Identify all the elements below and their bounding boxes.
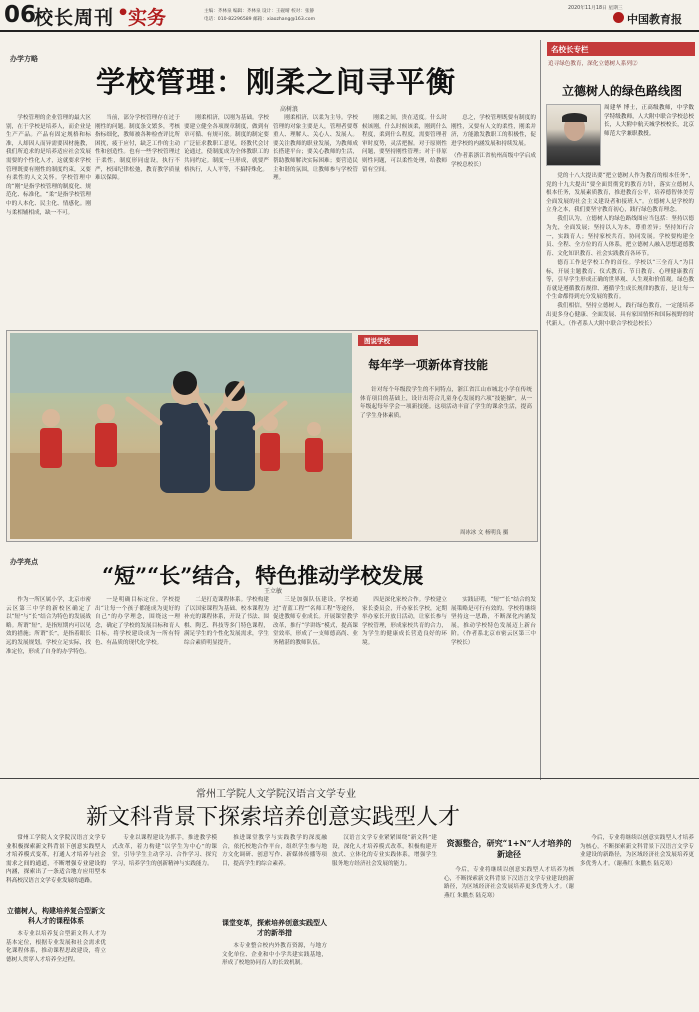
article-1-col-3: 刚柔相济，以刚为基础。学校要建立健全各项规章制度，做到有章可循、有规可依。制度的制定要广泛征求教职工意见，经教代会讨论通过，使制度成为全体教职工的共同约定。制度一旦形成，就要严格执行，人人平等，不搞特殊化。	[184, 115, 269, 173]
column-dot: •	[117, 2, 130, 24]
article-1-col-6: 总之，学校管理既要有制度的刚性，又要有人文的柔性，刚柔并济，方能激发教职工的积极性，促进学校的内涵发展和持续发展。 （作者系浙江省杭州高级中学启成学校总校长）	[451, 115, 536, 168]
masthead-rule	[0, 30, 699, 32]
article-3-kicker: 常州工学院人文学院汉语言文学专业	[196, 789, 356, 800]
article-1-byline: （作者系浙江省杭州高级中学启成学校总校长）	[451, 153, 536, 168]
article-2-author: 王立敏	[264, 588, 283, 595]
article-2-tag: 办学亮点	[10, 558, 38, 566]
sidebar-divider	[540, 40, 541, 780]
photo-caption-title: 每年学一项新体育技能	[368, 358, 489, 372]
sidebar-body: 党的十八大提出要“把立德树人作为教育的根本任务”，党的十九大提出“要全面贯彻党的教育方针，落实立德树人根本任务，发展素质教育，推进教育公平，培养德智体美劳全面发展的社会主义建设者和接班人”。立德树人是学校的立身之本，我们要坚守教育初心，践行绿色教育理念。 我们认为，立德树人的绿色路线图应当包括：坚持以德为先，全面发展；坚持以人为本，尊重差异；坚持知行合一，实践育人；坚持家校共育，协同发展。学校要构建全员、全程、全方位的育人体系，把立德树人融入思想道德教育、文化知识教育、社会实践教育各环节。 德育工作是学校工作的首位。学校以“三全育人”为目标，开展主题教育、仪式教育、节日教育、心理健康教育等，引导学生形成正确的世界观、人生观和价值观。绿色教育就是遵循教育规律、遵循学生成长规律的教育，是让每一个生命都得到充分发展的教育。 我们相信，坚持立德树人，践行绿色教育，一定能培养出更多身心健康、全面发展、具有家国情怀和国际视野的时代新人。（作者系人大附中联合学校总校长）	[546, 173, 694, 327]
article-2-col-6: 实践证明，“短”“长”结合的发展策略是可行有效的。学校将继续坚持这一思路，不断深化内涵发展，推动学校特色发展迈上新台阶。（作者系北京市密云区第三中学校长）	[451, 597, 536, 646]
article-3-lead: 常州工学院人文学院汉语言文学专业积极探索新文科背景下创意实践型人才培养模式变革，打通人才培养与社会需求之间的通道，不断增强专业建设的内涵，探索出了一条适合地方应用型本科高校汉语言文学专业发展的道路。	[6, 835, 106, 884]
article-3-body-2: 专业以课程建设为抓手，推进教学模式改革，着力构建“以学生为中心”的课堂，引导学生主动学习、合作学习、探究学习，培养学生的创新精神与实践能力。	[112, 835, 217, 867]
sidebar-bio: 周建华 博士，正高级教师，中学数学特级教师，人大附中联合学校总校长，人大附中航天城学校校长，北京师范大学兼职教授。	[604, 105, 694, 137]
article-1-author: 高树浪	[280, 106, 299, 113]
editor-line-2: 电话：010-82296589 邮箱：xiaozhang@163.com	[204, 17, 316, 22]
sidebar-label: 名校长专栏	[547, 42, 695, 56]
sidebar-series: 追寻绿色教育，深化立德树人系列②	[548, 61, 638, 67]
section-name: 校长周刊	[34, 7, 115, 29]
students-exercising-illustration	[10, 333, 352, 539]
article-3-body-5: 汉语言文学专业紧紧围绕“新文科”建设，深化人才培养模式改革，积极构建开放式、立体化的专业实践体系，增强学生服务地方经济社会发展的能力。	[332, 835, 437, 867]
article-2-col-2: 一是明确目标定位。学校提出“让每一个孩子都能成为更好的自己”的办学理念，围绕这一理念，确定了学校的发展目标和育人目标，将学校建设成为一所有特色、有品质的现代化学校。	[95, 597, 180, 646]
article-3-subhead-1: 立德树人，构建培养复合型新文科人才的课程体系	[7, 906, 105, 925]
article-3-title: 新文科背景下探索培养创意实践型人才	[86, 805, 461, 830]
school-photo	[10, 333, 352, 539]
photo-caption: 针对每个年级段学生的不同特点，浙江省江山市城北小学在传统体育项目的基础上，设计出符合儿童身心发展的六项“技能操”，从一年级起每年学会一项新技能。这项活动丰富了学生的课余生活，提高了学生身体素质。	[360, 387, 532, 419]
photo-credit: 周冰冰 文 杨明良 摄	[460, 530, 509, 536]
sidebar-title: 立德树人的绿色路线图	[562, 84, 683, 98]
article-1-tag: 办学方略	[10, 55, 38, 63]
article-1-col-5: 刚柔之间，贵在适度。什么时候该刚，什么时候该柔，刚到什么程度，柔到什么程度，需要管理者审时度势，灵活把握。对于原则性问题，要坚持刚性管理；对于非原则性问题，可以柔性处理，给教师留有空间。	[362, 115, 447, 173]
article-2-title: “短”“长”结合，特色推动学校发展	[102, 563, 424, 588]
masthead	[0, 0, 699, 30]
article-3-subhead-3: 资源整合，研究“1+N”人才培养的新途径	[446, 838, 572, 859]
article-1-title: 学校管理：刚柔之间寻平衡	[96, 65, 457, 99]
article-1-col-2: 当前，部分学校管理存在过于刚性的问题。制度条文繁多，考核指标细化，教师被各种检查评比所困扰，疲于应付，缺乏工作的主动性和创造性。也有一些学校管理过于柔性，制度形同虚设，执行不严，校园纪律松弛，教育教学质量难以保障。	[95, 115, 180, 182]
column-name: 实务	[128, 7, 167, 29]
article-3-subhead-2: 课堂变革，探索培养创意实践型人才的新举措	[222, 918, 327, 937]
article-2-col-5: 四是深化家校合作。学校建立家长委员会，开办家长学校，定期举办家长开放日活动，让家长参与学校管理，形成家校共育的合力，为学生的健康成长营造良好的环境。	[362, 597, 447, 646]
photo-tag: 图说学校	[358, 335, 418, 346]
article-1-col-4: 刚柔相济，以柔为主导。学校管理的对象主要是人，管理者要尊重人、理解人、关心人、发展人。要关注教师的职业发展，为教师成长搭建平台；要关心教师的生活，帮助教师解决实际困难；要营造民主和谐的氛围，让教师参与学校管理。	[273, 115, 358, 182]
article-3-body-1: 本专业以培养复合型新文科人才为基本定位，根据专业发展和社会需求优化课程体系，推动课程思政建设，将立德树人贯穿人才培养全过程。	[6, 931, 106, 963]
editor-line-1: 主编：齐林泉 编辑：齐林泉 设计：王砚晴 校对：张静	[204, 9, 315, 14]
issue-date: 2020年11月18日 星期三	[568, 6, 623, 11]
article-3-body-6: 今后，专业将继续以创意实践型人才培养为核心，不断探索新文科背景下汉语言文学专业建设的新路径，为区域经济社会发展培养更多优秀人才。（谢燕红 朱鹏杰 陆克寒）	[444, 867, 574, 899]
article-3-body-4: 本专业整合校内外教育资源，与地方文化单位、企业和中小学共建实践基地，形成了校地协同育人的长效机制。	[222, 943, 327, 967]
article-2-col-1: 作为一所区属小学，北京市密云区第三中学的新校区确定了以“短”与“长”结合为特色的发展战略。所谓“短”，是指短期内可以见效的措施；所谓“长”，是指着眼长远的发展规划。学校立足实际，找准定位，形成了自身的办学特色。	[6, 597, 91, 655]
article-2-col-4: 三是加强队伍建设。学校通过“青蓝工程”“名师工程”等途径，促进教师专业成长。开展课堂教学改革，推行“学讲练”模式，提高课堂效率，形成了一支师德高尚、业务精湛的教师队伍。	[273, 597, 358, 646]
article-2-col-3: 二是打造课程体系。学校构建了以国家课程为基础、校本课程为补充的课程体系，开设了书法、围棋、陶艺、科技等多门特色课程，满足学生的个性化发展需求，学生综合素质明显提升。	[184, 597, 269, 646]
article-1-col-1: 学校管理的企业管理的最大区别，在于学校是培养人，而企业是生产产品。产品有固定规格和标准，人却因人而异需要因材施教，我们所追求的是培养适应社会发展需要的个性化人才，这就要求学校管理既要有刚性的制度约束，又要有柔性的人文关怀。学校管理中的“刚”是指学校管理的制度化、规范化、标准化，“柔”是指学校管理中的人本化、民主化、情感化。刚与柔相辅相成，缺一不可。	[6, 115, 91, 216]
page-number: 06	[4, 2, 37, 28]
paper-name: 中国教育报	[627, 13, 682, 26]
paper-logo-icon	[613, 12, 624, 23]
section-separator	[0, 778, 699, 779]
article-3-body-3: 推进课堂教学与实践教学的深度融合，依托校地合作平台，组织学生参与地方文化调研、创意写作、新媒体传播等项目，提高学生的综合素养。	[222, 835, 327, 867]
author-portrait	[546, 104, 601, 166]
article-3-side-column: 今后，专业将继续以创意实践型人才培养为核心，不断探索新文科背景下汉语言文学专业建设的新路径，为区域经济社会发展培养更多优秀人才。（谢燕红 朱鹏杰 陆克寒）	[580, 835, 694, 867]
